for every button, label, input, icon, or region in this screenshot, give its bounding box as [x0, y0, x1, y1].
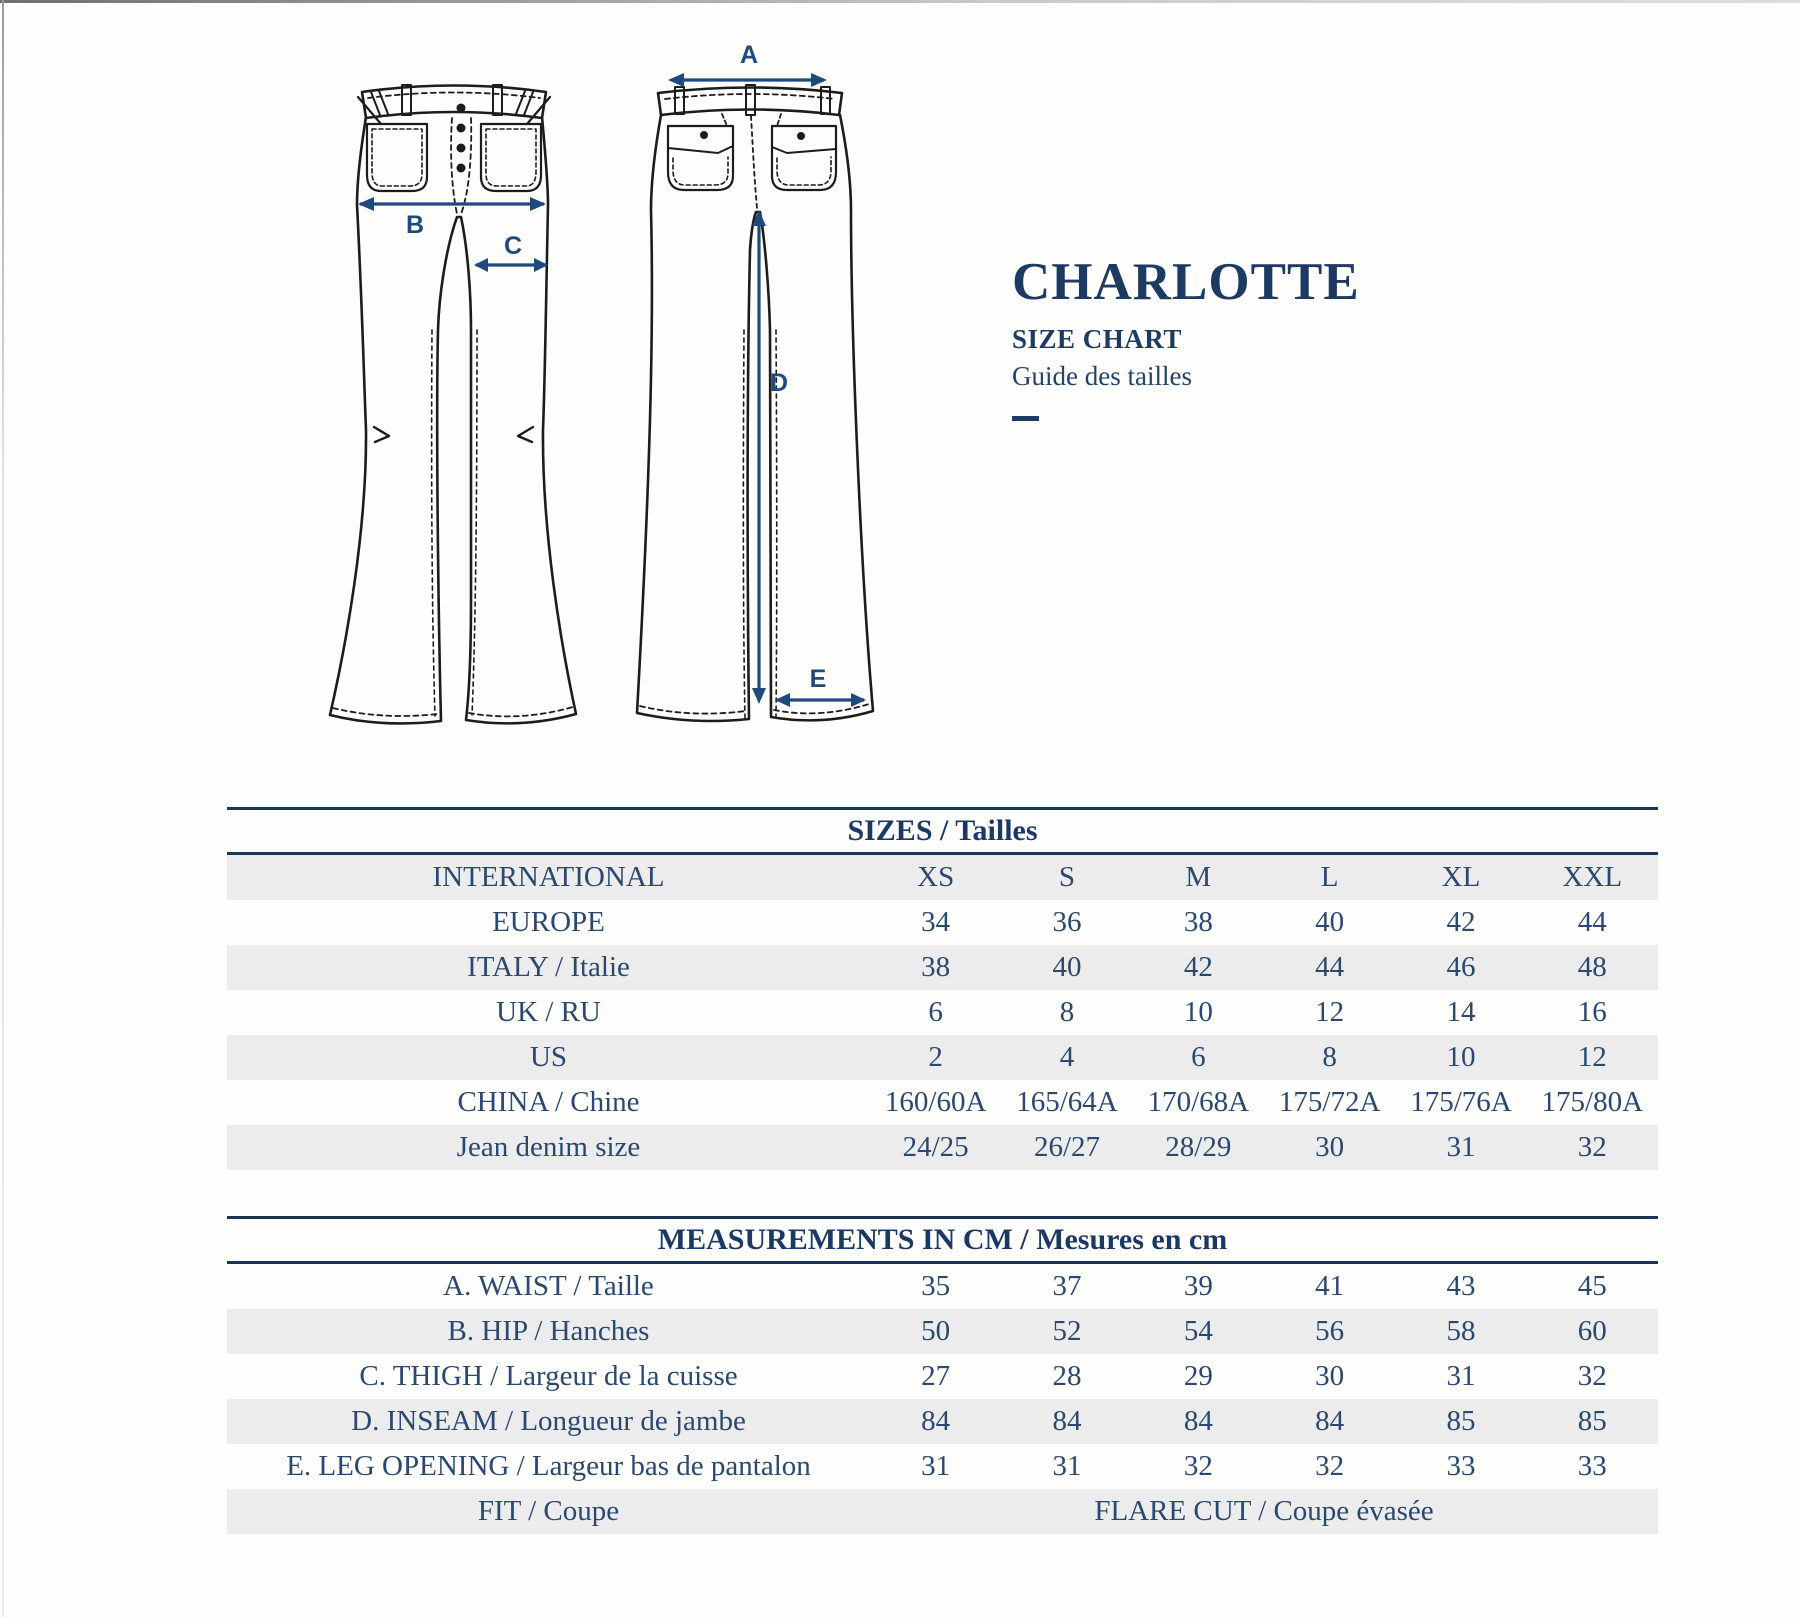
- row-label: ITALY / Italie: [467, 951, 630, 983]
- measurements-row-inseam: [227, 1399, 1658, 1444]
- front-pocket-left: [367, 124, 427, 191]
- cell: 32: [1577, 1360, 1607, 1392]
- cell: 37: [1052, 1270, 1082, 1302]
- measurements-row-thigh: [227, 1354, 1658, 1399]
- size-chart-label: SIZE CHART: [1012, 324, 1182, 354]
- cell: 42: [1183, 951, 1213, 983]
- front-knee-mark-right: [518, 427, 533, 442]
- back-pocket-right-stitch: [777, 157, 831, 185]
- cell: S: [1058, 861, 1076, 893]
- cell: 6: [928, 996, 943, 1028]
- cell: M: [1185, 861, 1212, 893]
- sizes-table: [227, 807, 1658, 1170]
- cell: 30: [1315, 1360, 1345, 1392]
- cell: 36: [1052, 906, 1082, 938]
- cell: 12: [1315, 996, 1345, 1028]
- cell: 40: [1052, 951, 1082, 983]
- cell: 14: [1446, 996, 1476, 1028]
- row-label: B. HIP / Hanches: [447, 1315, 650, 1347]
- cell: XL: [1441, 861, 1481, 893]
- sizes-row-italy: [227, 945, 1658, 990]
- cell: 12: [1577, 1041, 1607, 1073]
- measurement-arrows: [358, 73, 866, 707]
- cell: 31: [1052, 1450, 1082, 1482]
- cell: 28/29: [1165, 1131, 1232, 1163]
- row-label: CHINA / Chine: [457, 1086, 640, 1118]
- cell: 32: [1315, 1450, 1345, 1482]
- back-pocket-left-stitch: [673, 157, 728, 185]
- cell: 8: [1059, 996, 1075, 1028]
- cell: 175/80A: [1541, 1086, 1644, 1118]
- cell: 170/68A: [1147, 1086, 1250, 1118]
- cell: 30: [1315, 1131, 1345, 1163]
- back-pocket-left-flap: [668, 146, 733, 153]
- sizes-row-europe: [227, 900, 1658, 945]
- sizes-row-uk: [227, 990, 1658, 1035]
- cell: 32: [1183, 1450, 1213, 1482]
- front-pocket-right-stitch: [486, 129, 536, 186]
- cell: 35: [921, 1270, 951, 1302]
- measure-label-b: B: [405, 211, 425, 239]
- measurements-table: [227, 1216, 1658, 1534]
- cell: 33: [1577, 1450, 1607, 1482]
- measurements-row-fit: [227, 1489, 1658, 1534]
- measure-label-c: C: [503, 232, 523, 260]
- title-block: [1012, 253, 1360, 421]
- cell: 175/72A: [1278, 1086, 1381, 1118]
- front-pocket-right: [481, 124, 541, 191]
- cell: 46: [1446, 951, 1476, 983]
- measure-label-e: E: [809, 665, 827, 693]
- cell: 58: [1446, 1315, 1476, 1347]
- cell: 84: [1052, 1405, 1082, 1437]
- measurements-row-waist: [227, 1264, 1658, 1309]
- cell: 6: [1191, 1041, 1206, 1073]
- cell: 85: [1577, 1405, 1607, 1437]
- row-label: EUROPE: [492, 906, 605, 938]
- cell: 42: [1446, 906, 1476, 938]
- measurements-row-hip: [227, 1309, 1658, 1354]
- jeans-front-view-drawing: [330, 85, 576, 723]
- back-silhouette: [637, 115, 873, 721]
- cell: 84: [921, 1405, 951, 1437]
- back-center-seam-stitch: [751, 116, 757, 208]
- cell: 84: [1315, 1405, 1345, 1437]
- cell: 41: [1315, 1270, 1345, 1302]
- cell: 40: [1315, 906, 1345, 938]
- front-pocket-left-stitch: [372, 129, 422, 186]
- cell: 44: [1315, 951, 1345, 983]
- cell: 2: [928, 1041, 943, 1073]
- cell: 165/64A: [1016, 1086, 1118, 1118]
- measurements-table-title: MEASUREMENTS IN CM / Mesures en cm: [657, 1223, 1228, 1256]
- measurements-row-leg-opening: [227, 1444, 1658, 1489]
- cell: 56: [1315, 1315, 1345, 1347]
- sizes-row-jean-denim: [227, 1125, 1658, 1170]
- size-chart-label-fr: Guide des tailles: [1012, 361, 1192, 391]
- front-knee-mark-left: [374, 427, 389, 442]
- cell: XXL: [1562, 861, 1623, 893]
- cell: 84: [1183, 1405, 1213, 1437]
- jeans-technical-sketch: [0, 0, 920, 770]
- cell: 26/27: [1033, 1131, 1101, 1163]
- row-label: INTERNATIONAL: [432, 861, 665, 893]
- cell: 32: [1577, 1131, 1607, 1163]
- cell: L: [1320, 861, 1339, 893]
- front-fly-buttons: [457, 104, 466, 173]
- row-label: US: [529, 1041, 568, 1073]
- cell: 27: [921, 1360, 951, 1392]
- cell: 54: [1183, 1315, 1213, 1347]
- row-label: FIT / Coupe: [477, 1495, 620, 1527]
- cell: 38: [921, 951, 951, 983]
- cell: 52: [1052, 1315, 1082, 1347]
- cell: 10: [1183, 996, 1213, 1028]
- measure-label-d: D: [769, 369, 789, 397]
- cell: 175/76A: [1410, 1086, 1512, 1118]
- fit-value: FLARE CUT / Coupe évasée: [1094, 1495, 1434, 1527]
- cell: XS: [917, 861, 955, 893]
- front-waistband: [362, 86, 546, 119]
- jeans-back-view-drawing: [637, 85, 873, 721]
- measure-line-inseam-d: [752, 210, 766, 704]
- cell: 48: [1577, 951, 1607, 983]
- measure-label-a: A: [739, 41, 759, 69]
- cell: 8: [1322, 1041, 1337, 1073]
- row-label: D. INSEAM / Longueur de jambe: [351, 1405, 746, 1437]
- cell: 16: [1577, 996, 1607, 1028]
- title-divider-dash: [1012, 416, 1039, 421]
- cell: 39: [1183, 1270, 1213, 1302]
- row-label: Jean denim size: [456, 1131, 641, 1163]
- product-name: CHARLOTTE: [1012, 253, 1360, 311]
- cell: 31: [1446, 1131, 1476, 1163]
- row-label: A. WAIST / Taille: [443, 1270, 654, 1302]
- back-pocket-right-flap: [772, 147, 836, 153]
- cell: 44: [1577, 906, 1607, 938]
- back-pocket-right-button: [797, 132, 805, 140]
- back-waistband: [658, 88, 842, 116]
- cell: 38: [1183, 906, 1213, 938]
- front-silhouette: [330, 117, 576, 723]
- cell: 33: [1446, 1450, 1476, 1482]
- row-label: UK / RU: [496, 996, 601, 1028]
- sizes-row-china: [227, 1080, 1658, 1125]
- row-label: C. THIGH / Largeur de la cuisse: [359, 1360, 738, 1392]
- cell: 85: [1446, 1405, 1476, 1437]
- cell: 31: [1446, 1360, 1476, 1392]
- cell: 28: [1052, 1360, 1082, 1392]
- front-hem-stitch: [333, 707, 573, 716]
- back-pocket-left-button: [700, 131, 708, 139]
- sizes-row-us: [227, 1035, 1658, 1080]
- back-hem-stitch: [640, 704, 869, 714]
- sizes-row-international: [227, 855, 1658, 900]
- cell: 29: [1183, 1360, 1213, 1392]
- cell: 43: [1446, 1270, 1476, 1302]
- cell: 34: [921, 906, 951, 938]
- cell: 60: [1577, 1315, 1607, 1347]
- sizes-table-title: SIZES / Tailles: [847, 814, 1038, 847]
- cell: 10: [1446, 1041, 1476, 1073]
- cell: 160/60A: [884, 1086, 987, 1118]
- cell: 45: [1577, 1270, 1607, 1302]
- measure-arrow-thigh-c: [474, 258, 548, 272]
- cell: 50: [921, 1315, 951, 1347]
- row-label: E. LEG OPENING / Largeur bas de pantalon: [286, 1450, 811, 1482]
- measure-arrow-leg-opening-e: [775, 693, 866, 707]
- cell: 24/25: [902, 1131, 969, 1163]
- cell: 4: [1059, 1041, 1075, 1073]
- cell: 31: [921, 1450, 951, 1482]
- measure-arrow-hip-b: [358, 197, 546, 211]
